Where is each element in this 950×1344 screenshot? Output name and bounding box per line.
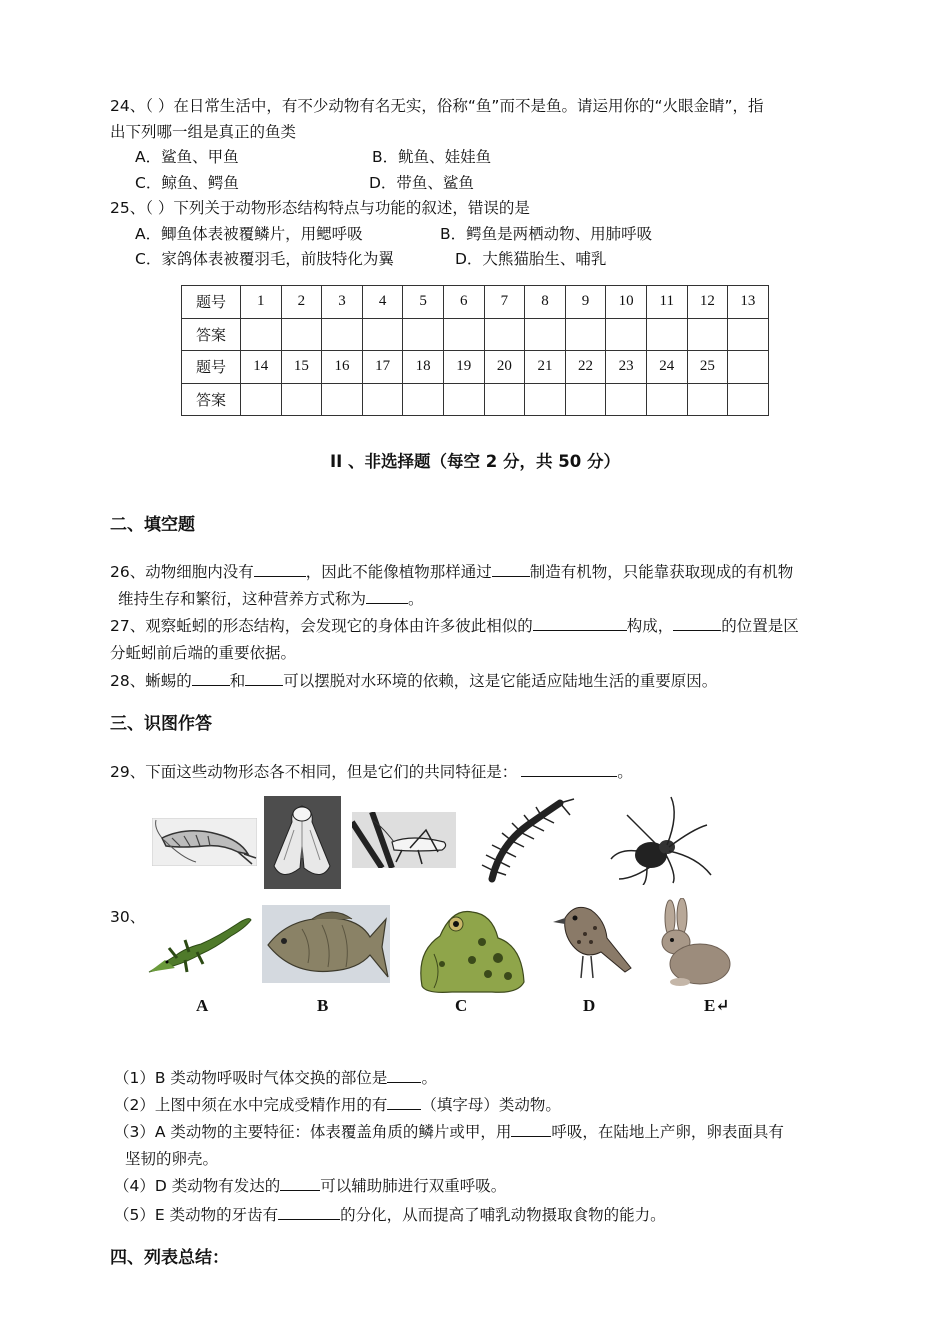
table-row xyxy=(182,286,769,319)
q27-text: 27、观察蚯蚓的形态结构，会发现它的身体由许多彼此相似的 xyxy=(110,617,533,635)
q26-text: 。 xyxy=(408,590,424,608)
answer-table xyxy=(181,285,769,416)
crocodile-image xyxy=(145,908,253,980)
q30-text: （5）E 类动物的牙齿有 xyxy=(114,1206,279,1224)
blank[interactable] xyxy=(278,1205,340,1220)
q24-option-d: D．带鱼、鲨鱼 xyxy=(369,174,474,192)
q28-text: 28、蜥蜴的 xyxy=(110,672,192,690)
answer-cell[interactable] xyxy=(687,383,728,416)
q28-text: 可以摆脱对水环境的依赖，这是它能适应陆地生活的重要原因。 xyxy=(283,672,718,690)
table-cell: 16 xyxy=(322,351,363,384)
q30-text: 。 xyxy=(421,1069,437,1087)
q27-text: 的位置是区 xyxy=(721,617,799,635)
q30-text: 的分化，从而提高了哺乳动物摄取食物的能力。 xyxy=(340,1206,666,1224)
q26-line1 xyxy=(110,560,793,582)
blank[interactable] xyxy=(533,616,627,631)
q25-line1: 25、（ ）下列关于动物形态结构特点与功能的叙述，错误的是 xyxy=(110,199,530,217)
table-cell: 4 xyxy=(362,286,403,319)
picture-label-c: C xyxy=(455,996,468,1015)
q28-text: 和 xyxy=(229,672,246,690)
blank[interactable] xyxy=(387,1068,421,1083)
carp-image xyxy=(262,905,390,983)
table-cell: 3 xyxy=(322,286,363,319)
section-title: II 、非选择题（每空 2 分，共 50 分） xyxy=(330,452,620,471)
answer-cell[interactable] xyxy=(281,383,322,416)
blank[interactable] xyxy=(192,671,230,686)
picture-label-b: B xyxy=(317,996,329,1015)
table-cell: 13 xyxy=(728,286,769,319)
part4-heading: 四、列表总结： xyxy=(110,1248,229,1268)
answer-cell[interactable] xyxy=(565,383,606,416)
table-cell: 9 xyxy=(565,286,606,319)
part2-heading: 二、填空题 xyxy=(110,515,195,535)
q30-sub1 xyxy=(114,1066,437,1088)
q30-text: （4）D 类动物有发达的 xyxy=(114,1177,281,1195)
table-row xyxy=(182,318,769,351)
answer-cell[interactable] xyxy=(484,383,525,416)
answer-cell[interactable] xyxy=(606,318,647,351)
table-cell xyxy=(728,351,769,384)
q24-line2: 出下列哪一组是真正的鱼类 xyxy=(110,123,297,141)
table-cell: 20 xyxy=(484,351,525,384)
shrimp-image xyxy=(152,818,257,866)
table-cell: 18 xyxy=(403,351,444,384)
answer-cell[interactable] xyxy=(687,318,728,351)
part3-heading: 三、识图作答 xyxy=(110,714,212,734)
answer-cell[interactable] xyxy=(281,318,322,351)
blank[interactable] xyxy=(245,671,283,686)
q26-text: 26、动物细胞内没有 xyxy=(110,563,254,581)
answer-cell[interactable] xyxy=(728,318,769,351)
answer-cell[interactable] xyxy=(728,383,769,416)
q24-option-c: C．鲸鱼、鳄鱼 xyxy=(135,174,239,192)
answer-cell[interactable] xyxy=(484,318,525,351)
q26-text: 制造有机物，只能靠获取现成的有机物 xyxy=(529,563,794,581)
label-question-number: 题号 xyxy=(182,351,241,384)
blank[interactable] xyxy=(280,1176,320,1191)
answer-cell[interactable] xyxy=(241,318,282,351)
answer-cell[interactable] xyxy=(362,383,403,416)
label-question-number: 题号 xyxy=(182,286,241,319)
table-cell: 5 xyxy=(403,286,444,319)
table-cell: 1 xyxy=(241,286,282,319)
q30-text: （1）B 类动物呼吸时气体交换的部位是 xyxy=(114,1069,388,1087)
q29-text: 。 xyxy=(617,763,633,781)
picture-label-d: D xyxy=(583,996,596,1015)
table-cell: 25 xyxy=(687,351,728,384)
q27-line2: 分蚯蚓前后端的重要依据。 xyxy=(110,644,297,662)
table-row xyxy=(182,383,769,416)
table-cell: 21 xyxy=(525,351,566,384)
blank[interactable] xyxy=(366,589,408,604)
q25-option-d: D．大熊猫胎生、哺乳 xyxy=(455,250,607,268)
table-cell: 7 xyxy=(484,286,525,319)
answer-cell[interactable] xyxy=(525,318,566,351)
q24-line1: 24、（ ）在日常生活中，有不少动物有名无实，俗称“鱼”而不是鱼。请运用你的“火眼金睛”，指 xyxy=(110,97,764,115)
answer-cell[interactable] xyxy=(646,383,687,416)
bird-image xyxy=(545,898,637,986)
table-cell: 22 xyxy=(565,351,606,384)
frog-image xyxy=(412,902,530,994)
picture-label-a: A xyxy=(196,996,209,1015)
blank[interactable] xyxy=(511,1122,551,1137)
q28-line xyxy=(110,669,717,691)
label-answer: 答案 xyxy=(182,383,241,416)
answer-cell[interactable] xyxy=(525,383,566,416)
q29-text: 29、下面这些动物形态各不相同，但是它们的共同特征是： xyxy=(110,763,518,781)
q25-option-c: C．家鸽体表被覆羽毛，前肢特化为翼 xyxy=(135,250,394,268)
q30-text: 可以辅助肺进行双重呼吸。 xyxy=(320,1177,507,1195)
answer-cell[interactable] xyxy=(606,383,647,416)
spider-image xyxy=(607,795,717,885)
blank[interactable] xyxy=(521,762,617,777)
q30-sub2 xyxy=(114,1093,561,1115)
answer-cell[interactable] xyxy=(403,318,444,351)
q26-line2 xyxy=(118,587,424,609)
table-cell: 6 xyxy=(443,286,484,319)
grasshopper-image xyxy=(352,812,456,868)
table-cell: 15 xyxy=(281,351,322,384)
table-cell: 14 xyxy=(241,351,282,384)
picture-label-e: E↵ xyxy=(704,996,730,1015)
table-cell: 19 xyxy=(443,351,484,384)
answer-cell[interactable] xyxy=(443,318,484,351)
answer-cell[interactable] xyxy=(322,383,363,416)
table-cell: 12 xyxy=(687,286,728,319)
table-cell: 2 xyxy=(281,286,322,319)
q30-text: （2）上图中须在水中完成受精作用的有 xyxy=(114,1096,388,1114)
q27-line1 xyxy=(110,614,799,636)
q26-text: 维持生存和繁衍，这种营养方式称为 xyxy=(118,590,367,608)
label-answer: 答案 xyxy=(182,318,241,351)
rabbit-image xyxy=(652,898,734,988)
table-cell: 23 xyxy=(606,351,647,384)
q30-text: 呼吸，在陆地上产卵，卵表面具有 xyxy=(551,1123,784,1141)
cicada-image xyxy=(264,796,341,889)
answer-cell[interactable] xyxy=(565,318,606,351)
table-cell: 10 xyxy=(606,286,647,319)
q25-option-a: A．鲫鱼体表被覆鳞片，用鳃呼吸 xyxy=(135,225,363,243)
q30-text: （填字母）类动物。 xyxy=(421,1096,561,1114)
table-cell: 17 xyxy=(362,351,403,384)
q27-text: 构成， xyxy=(626,617,674,635)
answer-cell[interactable] xyxy=(646,318,687,351)
answer-cell[interactable] xyxy=(403,383,444,416)
q30-text: （3）A 类动物的主要特征：体表覆盖角质的鳞片或甲，用 xyxy=(114,1123,512,1141)
q30-sub3 xyxy=(114,1120,784,1142)
q30-sub3-cont: 坚韧的卵壳。 xyxy=(125,1150,219,1168)
blank[interactable] xyxy=(387,1095,421,1110)
answer-cell[interactable] xyxy=(443,383,484,416)
table-row xyxy=(182,351,769,384)
blank[interactable] xyxy=(673,616,721,631)
table-cell: 24 xyxy=(646,351,687,384)
q30-label: 30、 xyxy=(110,908,146,926)
answer-cell[interactable] xyxy=(241,383,282,416)
q24-option-b: B．鱿鱼、娃娃鱼 xyxy=(372,148,492,166)
q25-option-b: B．鳄鱼是两栖动物、用肺呼吸 xyxy=(440,225,653,243)
answer-cell[interactable] xyxy=(362,318,403,351)
q30-sub5 xyxy=(114,1203,666,1225)
q26-text: ，因此不能像植物那样通过 xyxy=(305,563,492,581)
blank[interactable] xyxy=(492,562,530,577)
centipede-image xyxy=(478,795,578,883)
q29-line xyxy=(110,760,633,782)
q24-option-a: A．鲨鱼、甲鱼 xyxy=(135,148,239,166)
q30-sub4 xyxy=(114,1174,506,1196)
table-cell: 8 xyxy=(525,286,566,319)
answer-cell[interactable] xyxy=(322,318,363,351)
table-cell: 11 xyxy=(646,286,687,319)
blank[interactable] xyxy=(254,562,306,577)
